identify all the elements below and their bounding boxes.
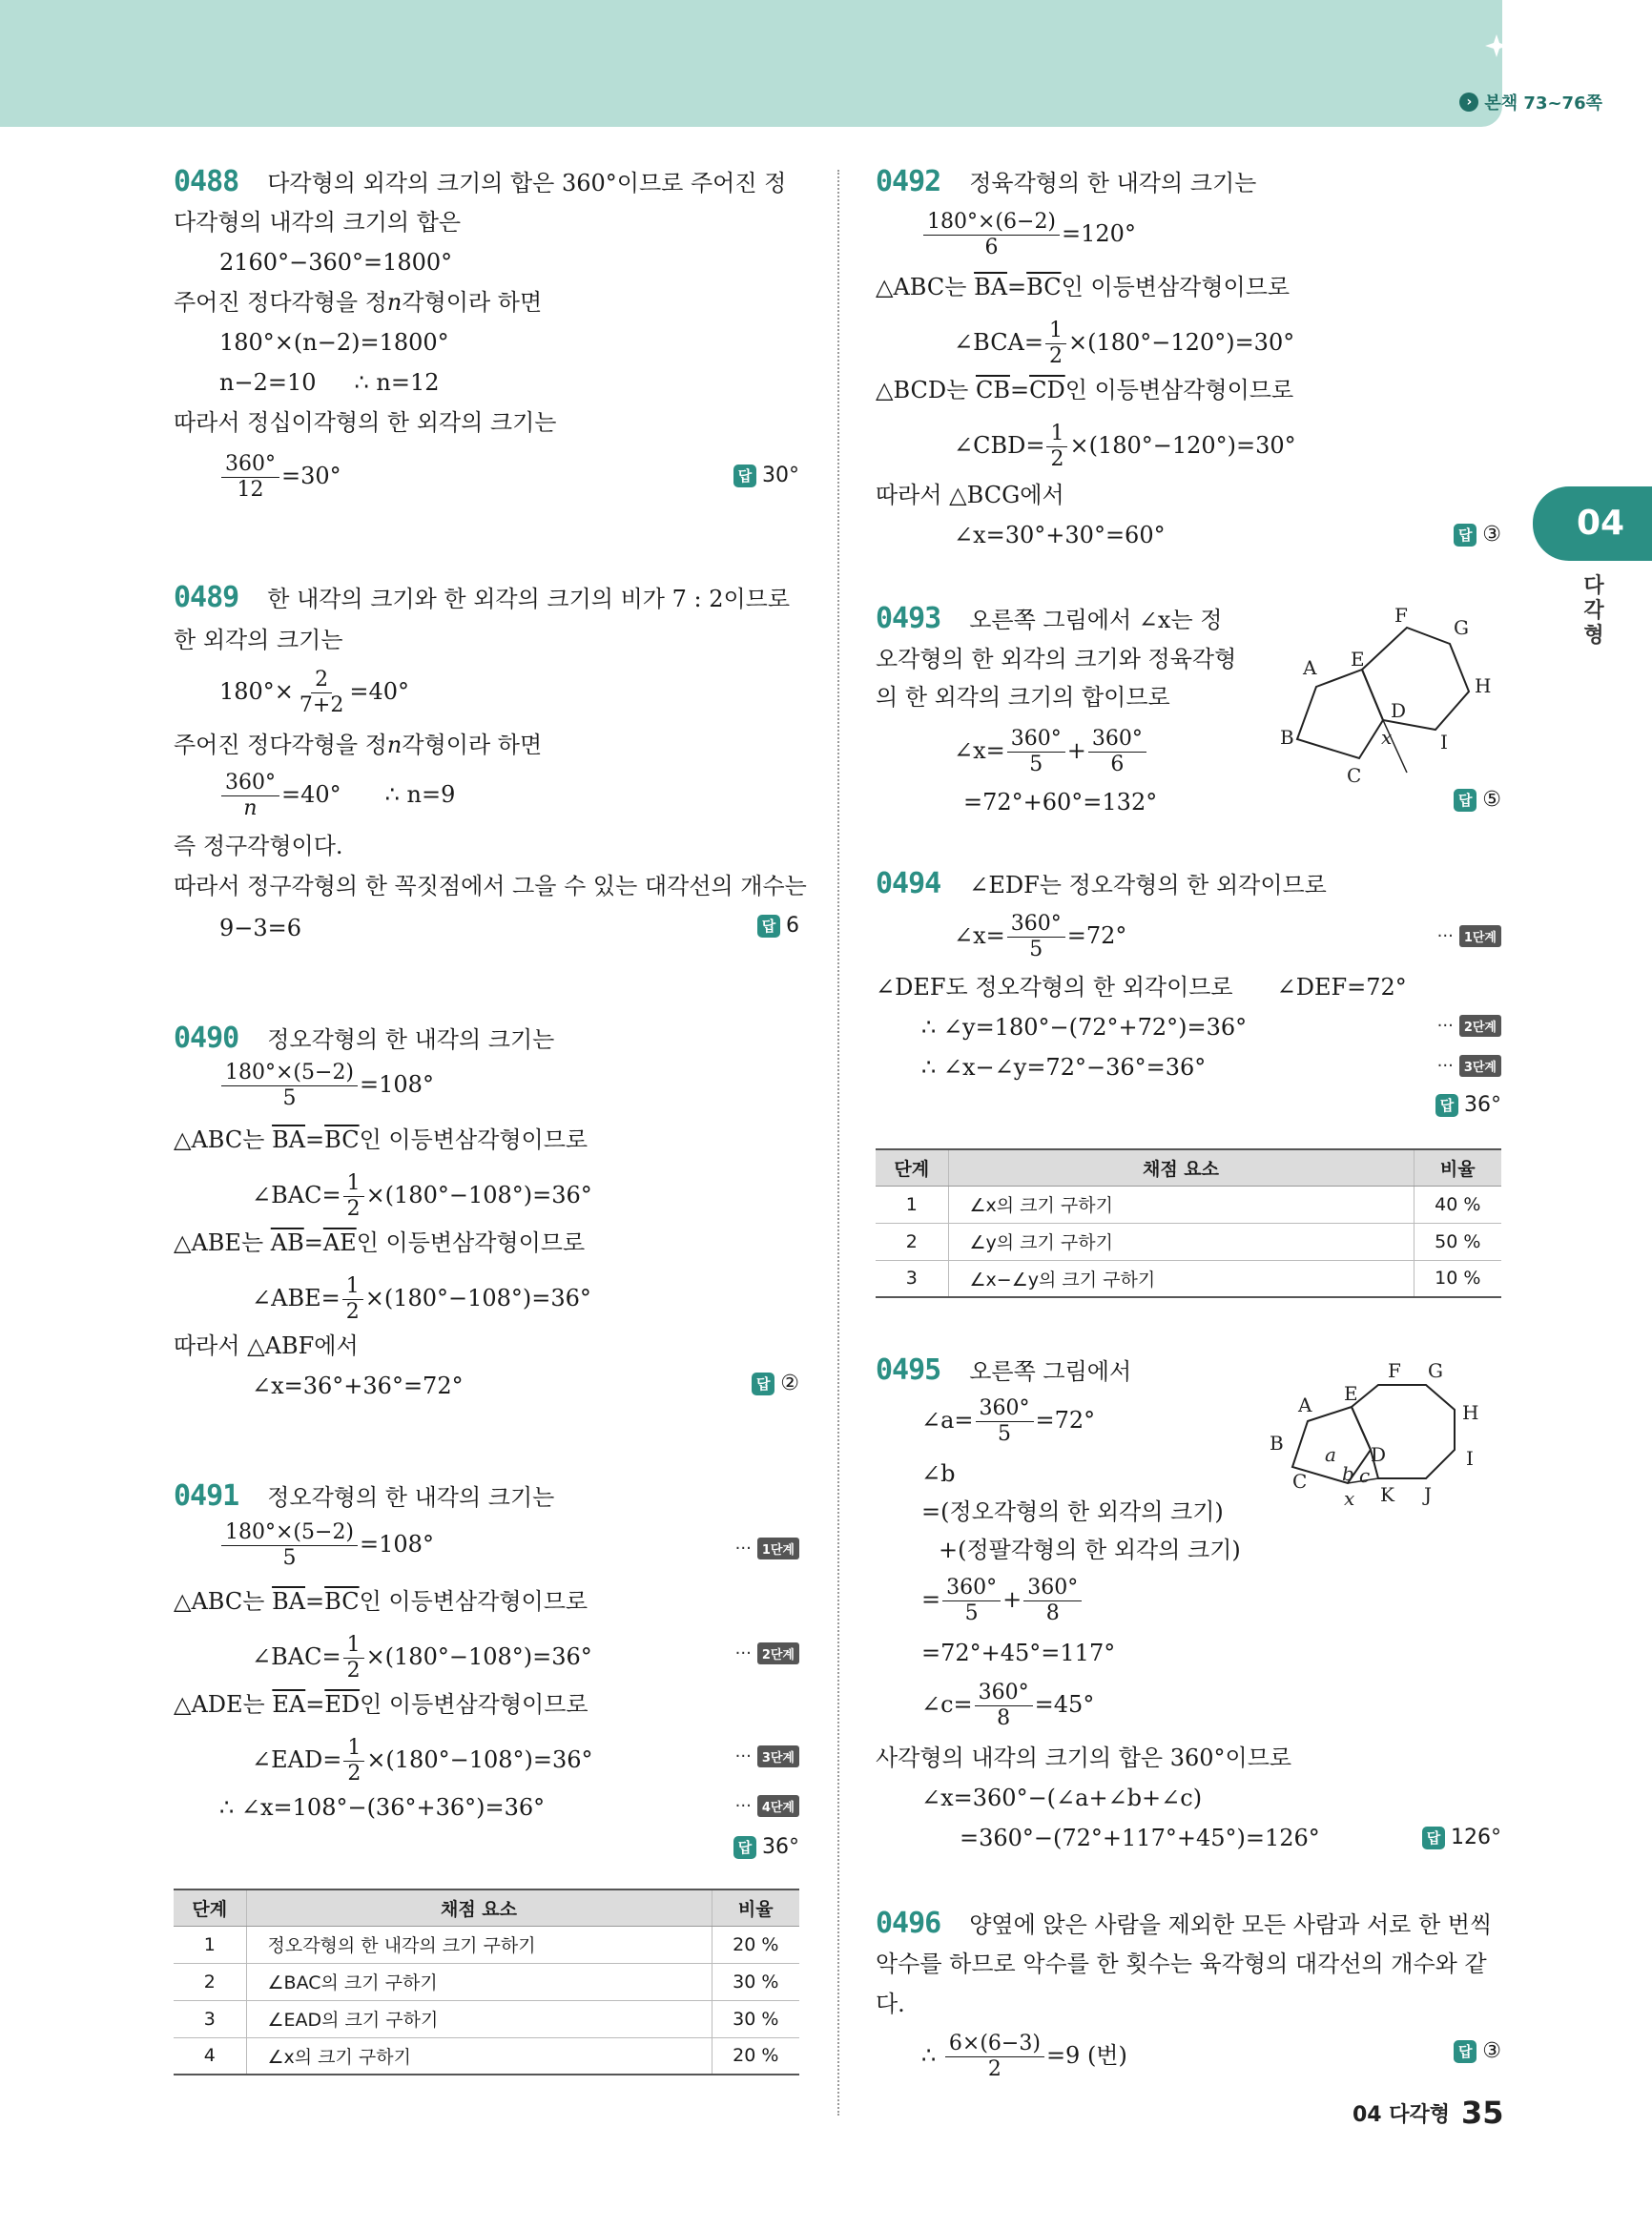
problem-0495-line1: 0495 오른쪽 그림에서 bbox=[876, 1353, 1132, 1387]
scoring-table-0491: 단계 채점 요소 비율 1 정오각형의 한 내각의 크기 구하기 20 % 2 ∠BAC의 크기 구하기 30 % 3 ∠EAD의 크기 구하기 30 % 4 ∠x의 크기 구하기 20 % bbox=[174, 1889, 799, 2075]
chapter-tab: 04 bbox=[1533, 486, 1652, 561]
problem-0488-line1: 0488 다각형의 외각의 크기의 합은 360°이므로 주어진 정 bbox=[174, 165, 787, 198]
pentagon-shape bbox=[1297, 670, 1383, 758]
column-divider bbox=[837, 170, 839, 2116]
label-H: H bbox=[1475, 674, 1492, 697]
answer-0489: 답 6 bbox=[757, 914, 799, 938]
label-H: H bbox=[1462, 1401, 1479, 1424]
label-c: c bbox=[1359, 1464, 1371, 1487]
header-band bbox=[0, 0, 1502, 127]
answer-0495: 답 126° bbox=[1422, 1826, 1501, 1849]
label-a: a bbox=[1325, 1443, 1336, 1466]
page-number: 35 bbox=[1461, 2095, 1504, 2131]
label-G: G bbox=[1454, 616, 1469, 639]
reference-pages: › 본책 73~76쪽 bbox=[1459, 90, 1602, 114]
sparkle-icon bbox=[1483, 27, 1525, 65]
answer-0488: 답 30° bbox=[733, 464, 799, 487]
page-footer: 04 다각형 35 bbox=[1353, 2095, 1504, 2131]
answer-0494: 답 36° bbox=[1435, 1093, 1501, 1117]
label-E: E bbox=[1344, 1382, 1358, 1405]
label-G: G bbox=[1428, 1359, 1443, 1382]
label-F: F bbox=[1388, 1359, 1401, 1382]
scoring-table-0494: 단계 채점 요소 비율 1 ∠x의 크기 구하기 40 % 2 ∠y의 크기 구하기 50 % 3 ∠x−∠y의 크기 구하기 10 % bbox=[876, 1148, 1501, 1298]
table-row: 2 ∠BAC의 크기 구하기 30 % bbox=[174, 1963, 799, 2000]
answer-0490: 답 ② bbox=[752, 1372, 799, 1395]
table-row: 4 ∠x의 크기 구하기 20 % bbox=[174, 2037, 799, 2075]
label-A: A bbox=[1298, 1394, 1312, 1416]
problem-0494-line1: 0494 ∠EDF는 정오각형의 한 외각이므로 bbox=[876, 867, 1327, 900]
table-row: 3 ∠EAD의 크기 구하기 30 % bbox=[174, 2000, 799, 2037]
label-b: b bbox=[1342, 1462, 1354, 1485]
label-B: B bbox=[1270, 1432, 1284, 1455]
label-F: F bbox=[1394, 604, 1408, 627]
table-row: 1 정오각형의 한 내각의 크기 구하기 20 % bbox=[174, 1926, 799, 1963]
answer-0496: 답 ③ bbox=[1454, 2039, 1501, 2063]
label-B: B bbox=[1280, 726, 1294, 749]
table-row: 2 ∠y의 크기 구하기 50 % bbox=[876, 1223, 1501, 1260]
answer-0492: 답 ③ bbox=[1454, 523, 1501, 547]
figure-0495 bbox=[1264, 1354, 1512, 1531]
label-I: I bbox=[1440, 731, 1448, 754]
table-row: 1 ∠x의 크기 구하기 40 % bbox=[876, 1186, 1501, 1223]
label-K: K bbox=[1380, 1483, 1394, 1506]
answer-0493: 답 ⑤ bbox=[1454, 788, 1501, 812]
figure-0493 bbox=[1269, 601, 1507, 792]
label-J: J bbox=[1424, 1483, 1433, 1506]
label-A: A bbox=[1303, 656, 1317, 679]
arrow-right-icon: › bbox=[1459, 93, 1478, 112]
problem-0493-line1: 0493 오른쪽 그림에서 ∠x는 정 bbox=[876, 602, 1223, 635]
table-row: 3 ∠x−∠y의 크기 구하기 10 % bbox=[876, 1260, 1501, 1297]
problem-0489-line1: 0489 한 내각의 크기와 한 외각의 크기의 비가 7 : 2이므로 bbox=[174, 581, 791, 614]
problem-0490-line1: 0490 정오각형의 한 내각의 크기는 bbox=[174, 1022, 555, 1055]
hexagon-shape bbox=[1362, 628, 1469, 730]
label-x: x bbox=[1344, 1487, 1355, 1510]
label-D: D bbox=[1371, 1443, 1387, 1466]
label-I: I bbox=[1466, 1447, 1474, 1470]
label-C: C bbox=[1347, 764, 1362, 787]
label-D: D bbox=[1391, 699, 1407, 722]
problem-0496-line1: 0496 양옆에 앉은 사람을 제외한 모든 사람과 서로 한 번씩 bbox=[876, 1907, 1493, 1940]
problem-0491-line1: 0491 정오각형의 한 내각의 크기는 bbox=[174, 1479, 555, 1513]
chapter-title-vertical: 다각형 bbox=[1583, 574, 1604, 648]
problem-0492-line1: 0492 정육각형의 한 내각의 크기는 bbox=[876, 165, 1257, 198]
label-C: C bbox=[1292, 1470, 1308, 1493]
label-x: x bbox=[1381, 726, 1393, 749]
answer-0491: 답 36° bbox=[733, 1835, 799, 1859]
label-E: E bbox=[1351, 648, 1365, 671]
